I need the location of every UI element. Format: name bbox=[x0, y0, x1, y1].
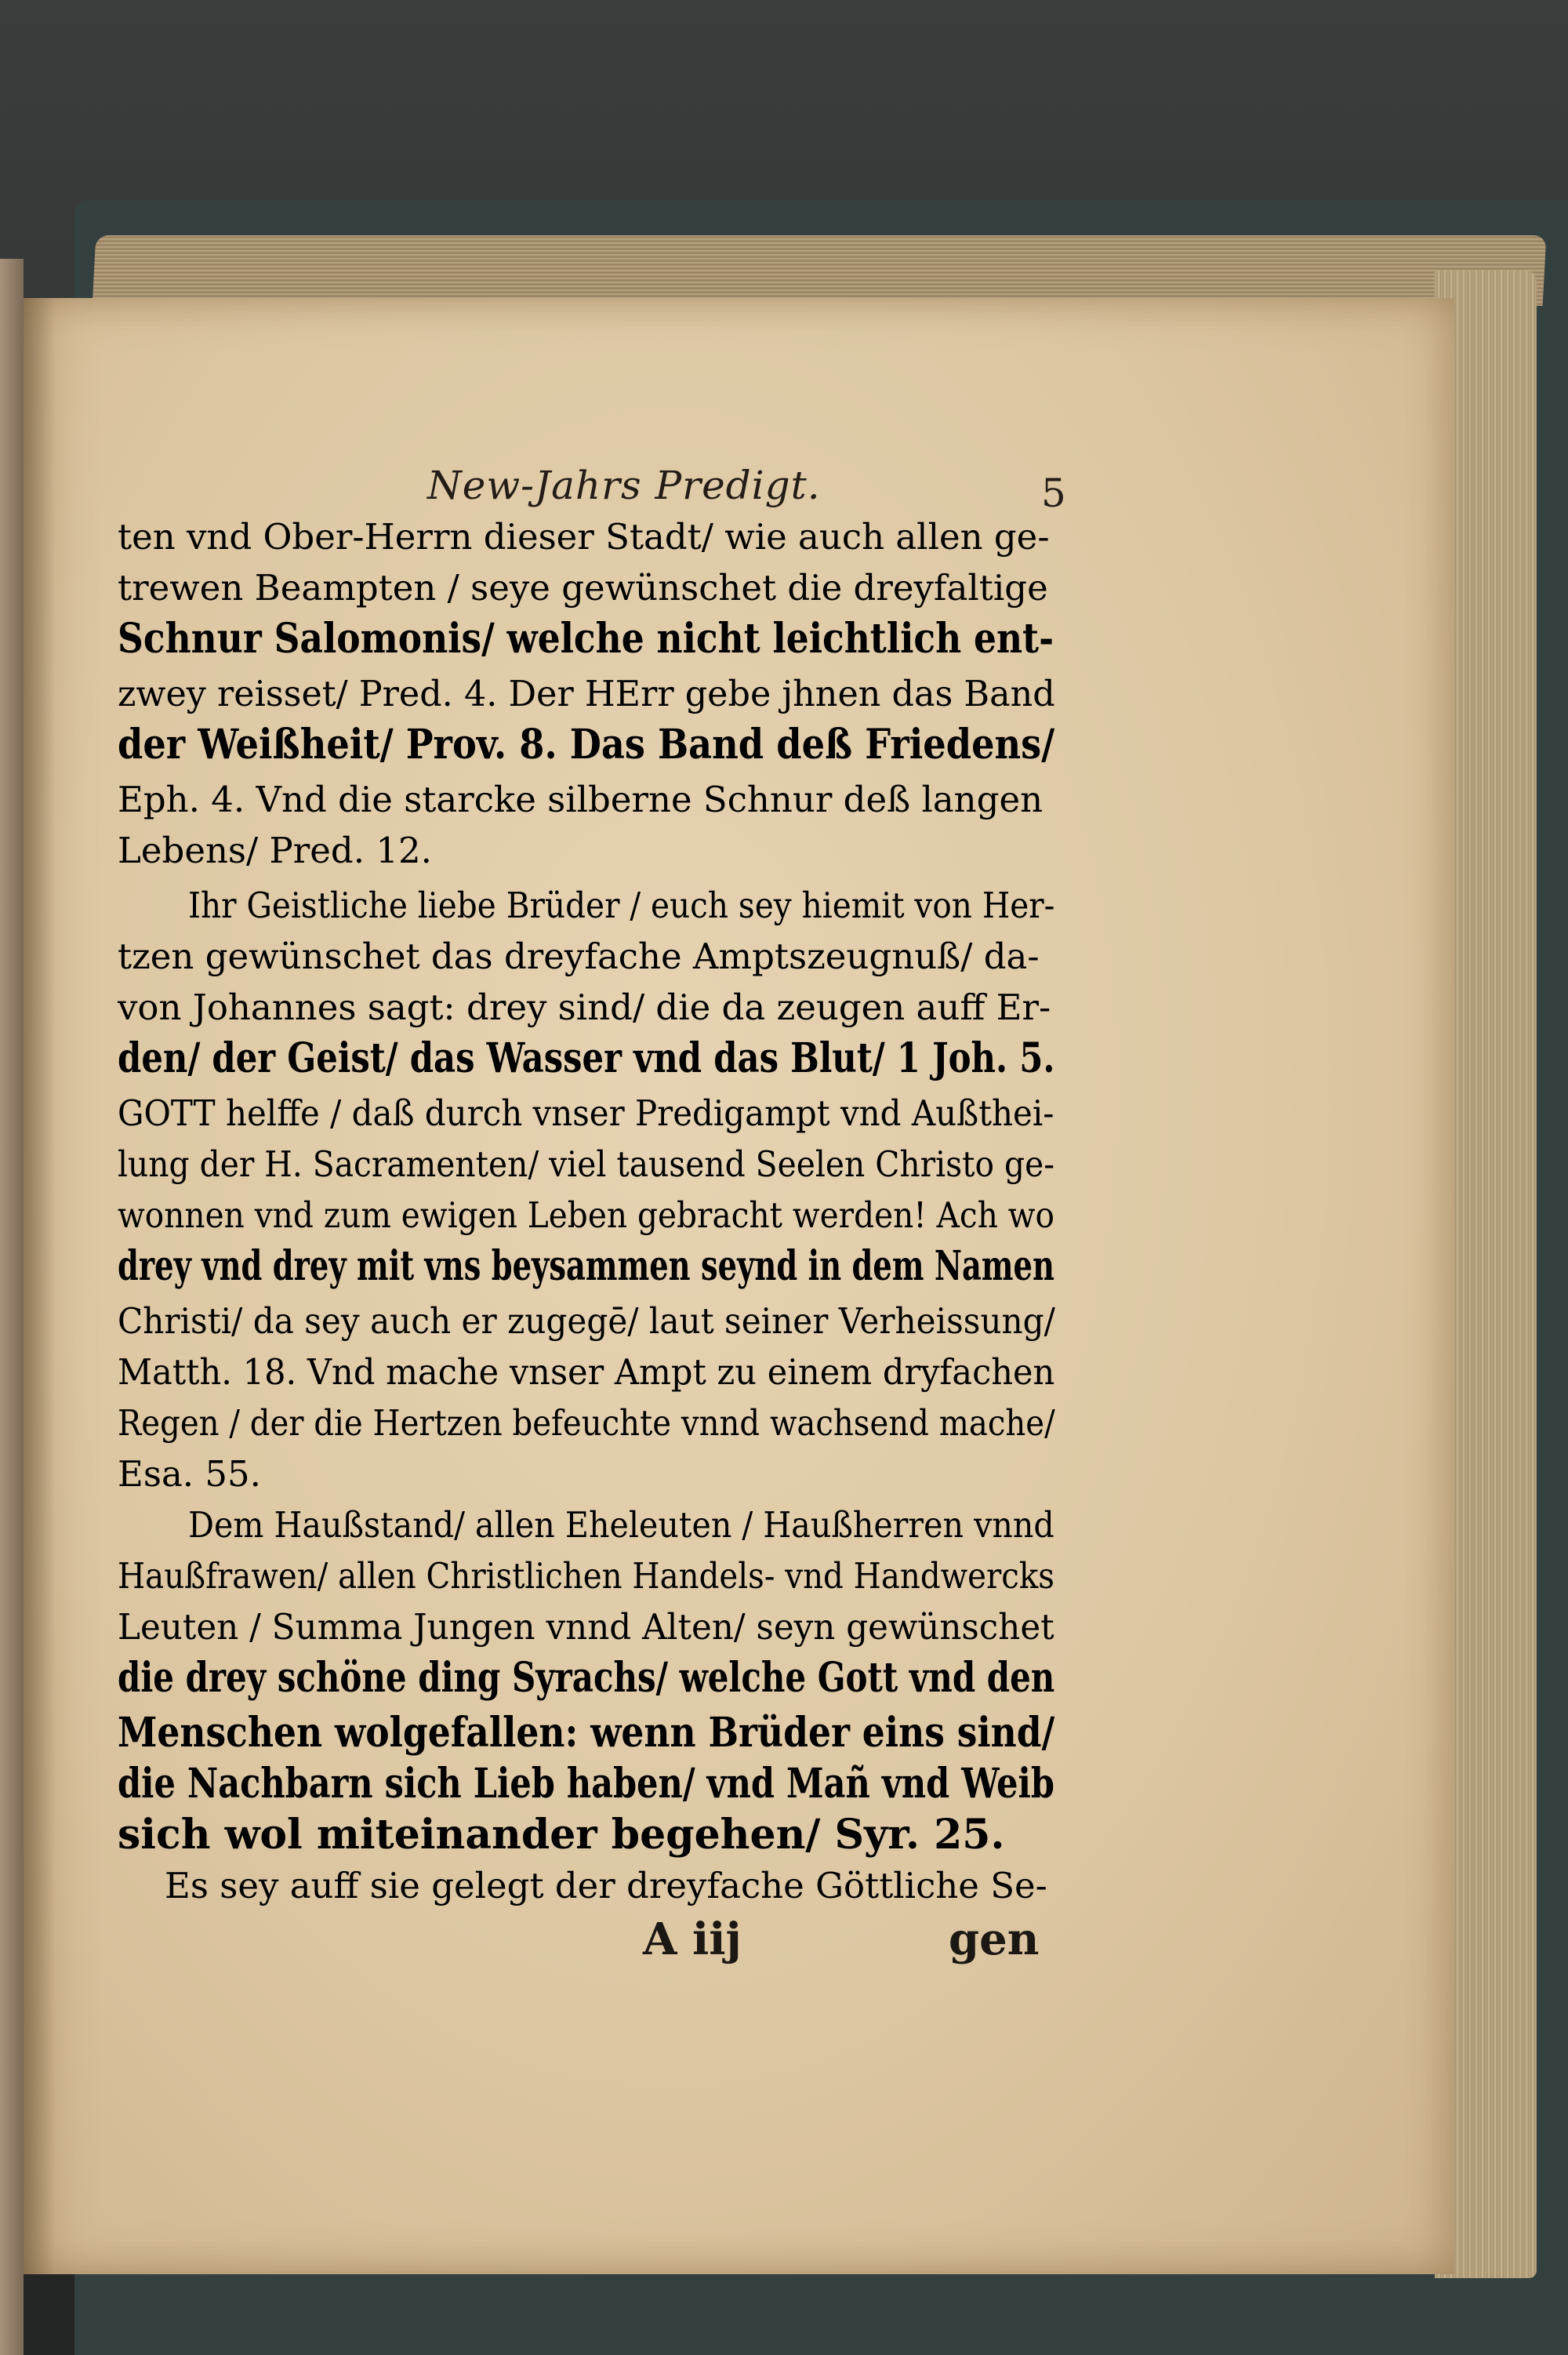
text-line: die drey schöne ding Syrachs/ welche Gott vnd den bbox=[118, 1654, 1055, 1702]
text-line: Leuten / Summa Jungen vnnd Alten/ seyn gewünschet bbox=[118, 1606, 1054, 1648]
text-line: Eph. 4. Vnd die starcke silberne Schnur deß langen bbox=[118, 779, 1044, 820]
text-line: Dem Haußstand/ allen Eheleuten / Haußherren vnnd bbox=[188, 1504, 1054, 1546]
text-line: GOTT helffe / daß durch vnser Predigampt vnd Außthei- bbox=[118, 1092, 1054, 1134]
signature-mark: A iij bbox=[643, 1913, 742, 1965]
text-line: drey vnd drey mit vns beysammen seynd in dem Namen bbox=[118, 1242, 1054, 1290]
text-line: von Johannes sagt: drey sind/ die da zeugen auff Er- bbox=[118, 987, 1051, 1028]
text-line: Regen / der die Hertzen befeuchte vnnd wachsend mache/ bbox=[118, 1402, 1055, 1444]
running-head: New-Jahrs Predigt. bbox=[427, 463, 821, 508]
text-line: die Nachbarn sich Lieb haben/ vnd Mañ vnd Weib bbox=[118, 1760, 1054, 1808]
page-number: 5 bbox=[1041, 471, 1066, 516]
text-line: ten vnd Ober-Herrn dieser Stadt/ wie auch allen ge- bbox=[118, 516, 1050, 558]
text-line: tzen gewünschet das dreyfache Amptszeugnuß/ da- bbox=[118, 936, 1040, 977]
text-line: Ihr Geistliche liebe Brüder / euch sey hiemit von Her- bbox=[188, 885, 1055, 926]
text-line: Matth. 18. Vnd mache vnser Ampt zu einem dryfachen bbox=[118, 1351, 1055, 1393]
text-line: trewen Beampten / seye gewünschet die dreyfaltige bbox=[118, 567, 1048, 609]
text-line: sich wol miteinander begehen/ Syr. 25. bbox=[118, 1811, 1005, 1859]
text-line: Christi/ da sey auch er zugegē/ laut seiner Verheissung/ bbox=[118, 1300, 1055, 1342]
text-line: lung der H. Sacramenten/ viel tausend Seelen Christo ge- bbox=[118, 1143, 1055, 1185]
text-line: Es sey auff sie gelegt der dreyfache Göttliche Se- bbox=[165, 1865, 1047, 1906]
gutter-shadow bbox=[24, 298, 55, 2274]
text-line: wonnen vnd zum ewigen Leben gebracht werden! Ach wo bbox=[118, 1194, 1055, 1236]
catchword: gen bbox=[949, 1913, 1040, 1965]
page-block-top-edge bbox=[93, 235, 1547, 306]
text-line: der Weißheit/ Prov. 8. Das Band deß Friedens/ bbox=[118, 721, 1055, 769]
text-line: Esa. 55. bbox=[118, 1453, 261, 1495]
text-line: Menschen wolgefallen: wenn Brüder eins sind/ bbox=[118, 1709, 1055, 1757]
text-line: Lebens/ Pred. 12. bbox=[118, 830, 432, 871]
text-line: Haußfrawen/ allen Christlichen Handels- vnd Handwercks bbox=[118, 1555, 1054, 1597]
text-line: zwey reisset/ Pred. 4. Der HErr gebe jhnen das Band bbox=[118, 673, 1055, 714]
text-line: Schnur Salomonis/ welche nicht leichtlich ent- bbox=[118, 615, 1054, 663]
text-line: den/ der Geist/ das Wasser vnd das Blut/ 1 Joh. 5. bbox=[118, 1034, 1055, 1082]
facing-page-edge bbox=[0, 259, 24, 2355]
